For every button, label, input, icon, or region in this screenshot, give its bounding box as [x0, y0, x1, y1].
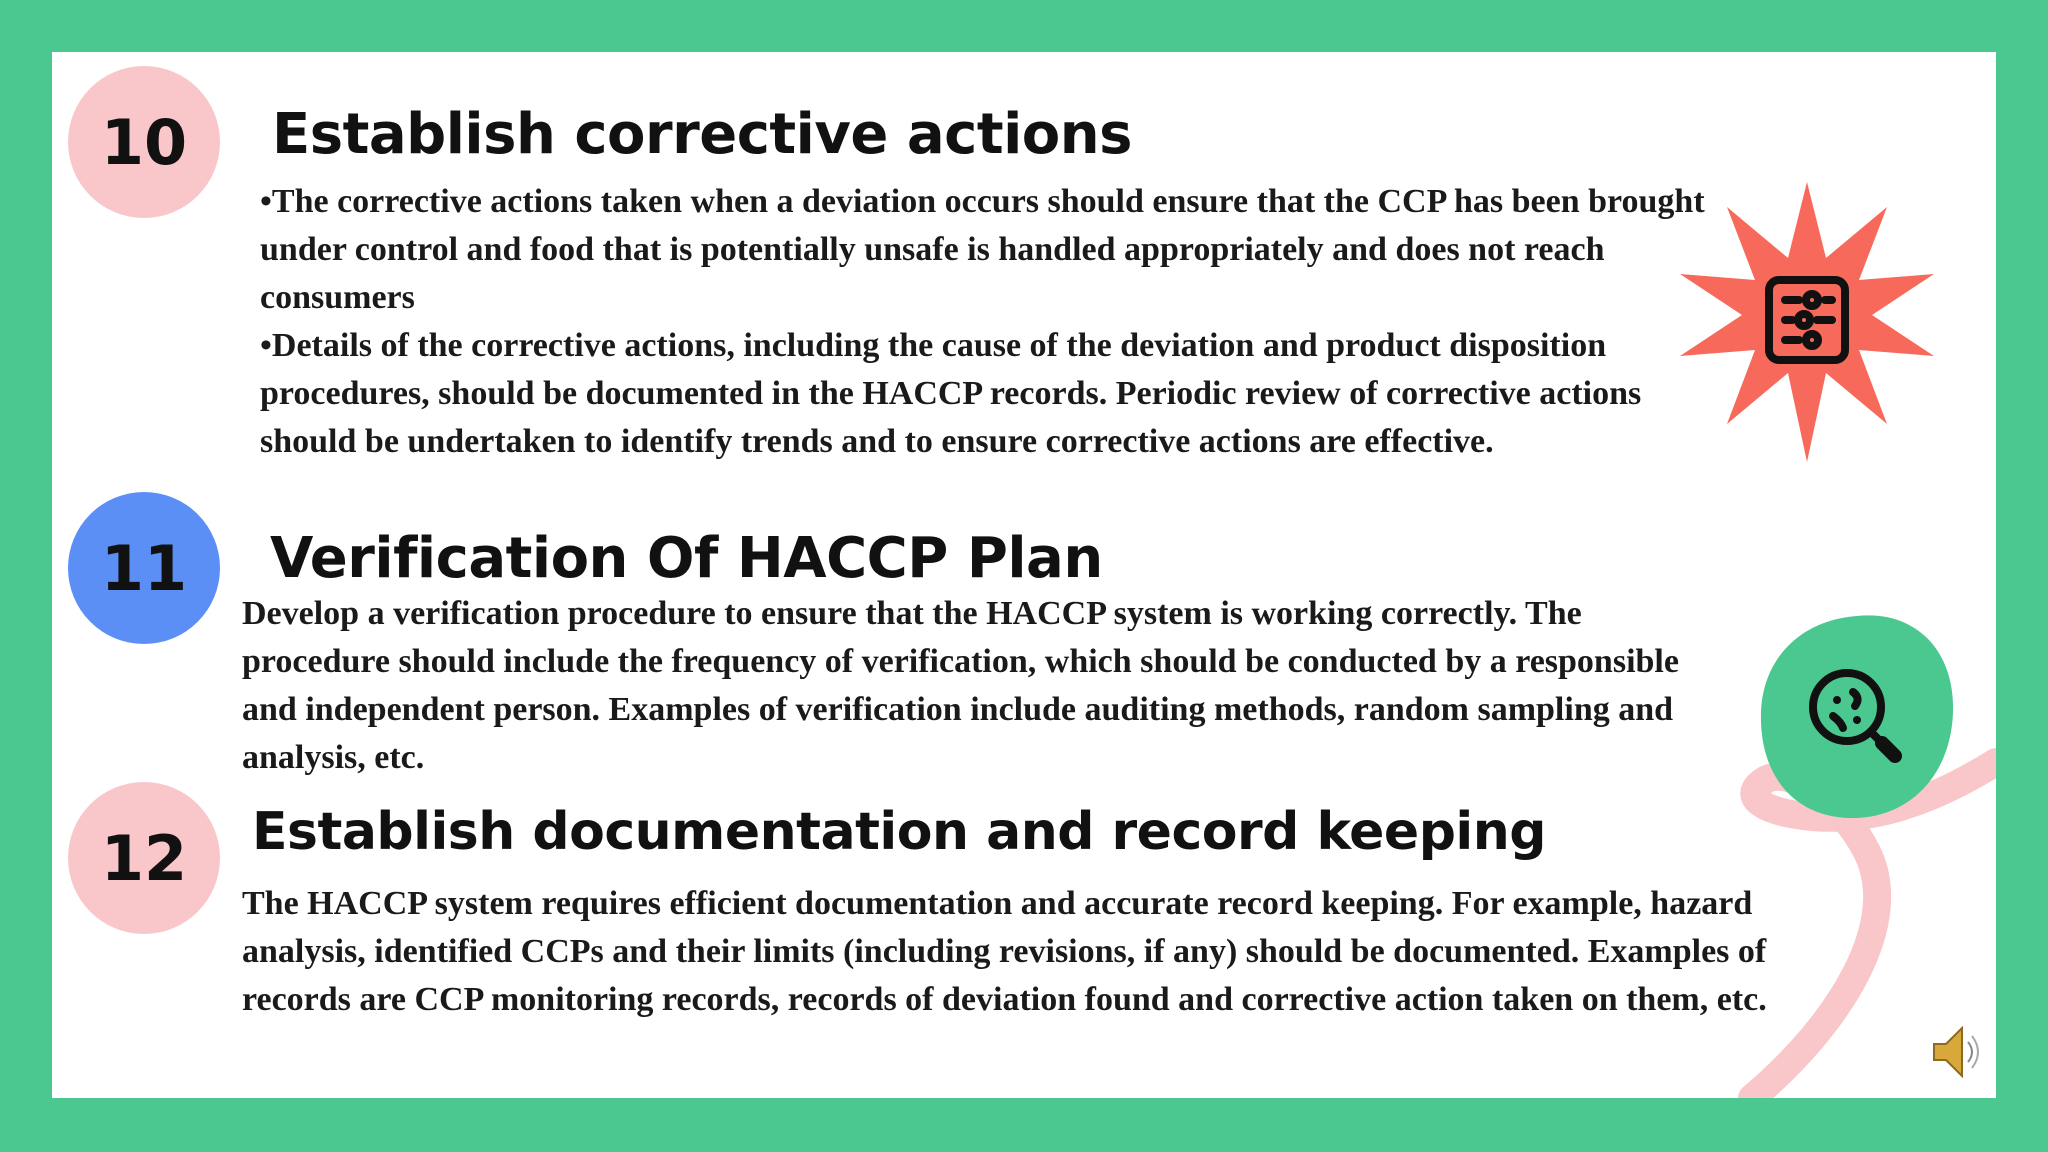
corrective-actions-bullet-2: •Details of the corrective actions, including the cause of the deviation and product disposition procedures, should be documented in the HACCP records. Periodic review of corrective actions should be undertaken to identify trends and to ensure corrective actions are effective.: [260, 327, 1642, 460]
heading-corrective-actions: Establish corrective actions: [272, 102, 1132, 167]
documentation-text: [242, 880, 1772, 1024]
step-number-12: 12: [68, 782, 220, 934]
slide: [52, 52, 1996, 1098]
heading-documentation: Establish documentation and record keeping: [252, 802, 1546, 862]
heading-verification: Verification Of HACCP Plan: [270, 526, 1103, 591]
corrective-actions-bullet-1: •The corrective actions taken when a deviation occurs should ensure that the CCP has been brought under control and food that is potentially unsafe is handled appropriately and does not reach consumers: [260, 183, 1705, 316]
starburst-badge: [1672, 182, 1942, 462]
green-blob-badge: [1757, 612, 1957, 822]
documentation-paragraph: The HACCP system requires efficient documentation and accurate record keeping. For example, hazard analysis, identified CCPs and their limits (including revisions, if any) should be documented. Examples of records are CCP monitoring records, records of deviation found and corrective action taken on them, etc.: [242, 885, 1767, 1018]
step-number-10: 10: [68, 66, 220, 218]
speaker-icon[interactable]: [1928, 1020, 1984, 1084]
step-number-11: 11: [68, 492, 220, 644]
verification-paragraph: Develop a verification procedure to ensure that the HACCP system is working correctly. The procedure should include the frequency of verification, which should be conducted by a responsible and independent person. Examples of verification include auditing methods, random sampling and analysis, etc.: [242, 595, 1679, 776]
verification-text: [242, 590, 1702, 782]
corrective-actions-text: [260, 178, 1710, 466]
